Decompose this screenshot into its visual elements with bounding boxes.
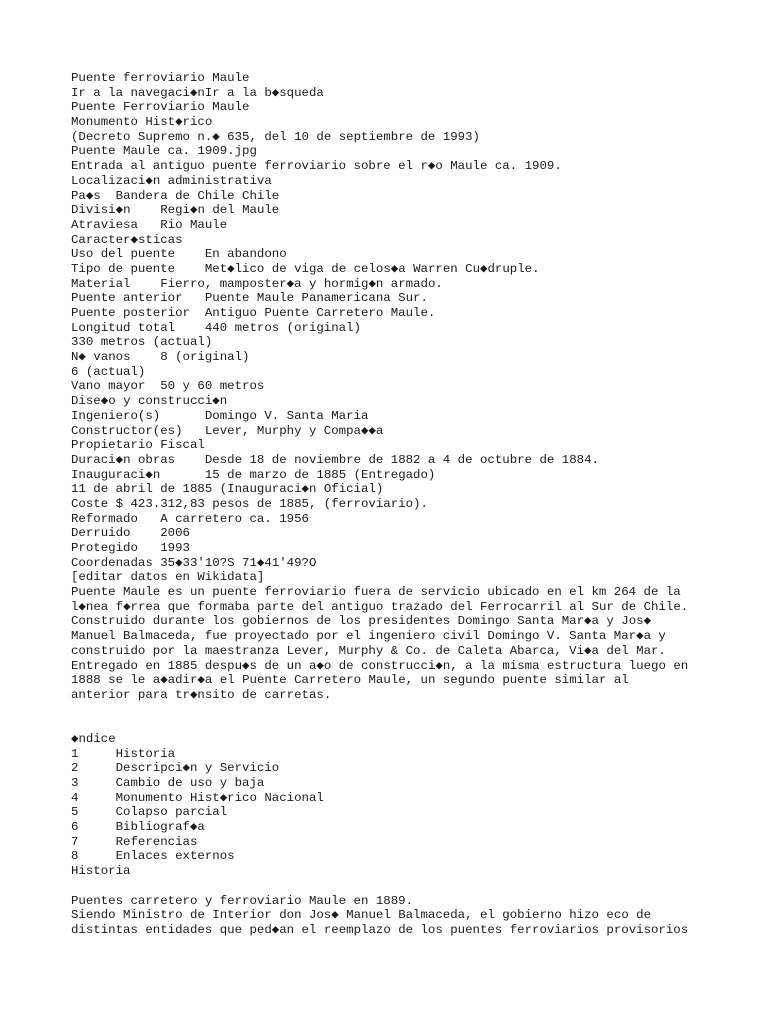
document-line: (Decreto Supremo n.◆ 635, del 10 de septiembre de 1993) <box>71 129 480 144</box>
document-line: 2 Descripci◆n y Servicio <box>71 761 280 776</box>
document-line: 6 Bibliograf◆a <box>71 820 205 835</box>
document-line: l◆nea f◆rrea que formaba parte del antiguo trazado del Ferrocarril al Sur de Chile. <box>71 599 689 614</box>
document-line: Entregado en 1885 despu◆s de un a◆o de construcci◆n, a la misma estructura luego en <box>71 658 689 673</box>
document-line: Reformado A carretero ca. 1956 <box>71 511 309 526</box>
document-line: ◆ndice <box>71 731 116 746</box>
document-line: distintas entidades que ped◆an el reemplazo de los puentes ferroviarios provisorios <box>71 922 689 937</box>
document-line: Coste $ 423.312,83 pesos de 1885, (ferroviario). <box>71 496 428 511</box>
document-line: Puente ferroviario Maule <box>71 71 250 85</box>
document-line: 7 Referencias <box>71 834 198 849</box>
document-line: 1888 se le a◆adir◆a el Puente Carretero Maule, un segundo puente similar al <box>71 673 629 688</box>
document-line: 8 Enlaces externos <box>71 849 235 864</box>
document-line: Tipo de puente Met◆lico de viga de celos◆a Warren Cu◆druple. <box>71 261 540 276</box>
document-line: Longitud total 440 metros (original) <box>71 320 361 335</box>
document-line: Puente Maule ca. 1909.jpg <box>71 144 257 159</box>
document-line: Atraviesa Rio Maule <box>71 217 228 232</box>
document-line: anterior para tr◆nsito de carretas. <box>71 687 332 702</box>
document-line: 4 Monumento Hist◆rico Nacional <box>71 790 324 805</box>
document-line <box>71 879 751 894</box>
document-line: Protegido 1993 <box>71 541 190 555</box>
document-line: Propietario Fiscal <box>71 438 205 453</box>
document-line: Puente posterior Antiguo Puente Carretero Maule. <box>71 306 436 320</box>
document-line: Monumento Hist◆rico <box>71 115 213 130</box>
document-line: 1 Historia <box>71 746 176 761</box>
document-line: Localizaci◆n administrativa <box>71 173 272 188</box>
document-line: Ingeniero(s) Domingo V. Santa Maria <box>71 408 369 423</box>
document-line: Historia <box>71 864 131 879</box>
document-line: Ir a la navegaci◆nIr a la b◆squeda <box>71 85 324 100</box>
document-line: Dise◆o y construcci◆n <box>71 394 228 409</box>
document-line: Puente Ferroviario Maule <box>71 100 250 115</box>
document-line: 3 Cambio de uso y baja <box>71 776 265 790</box>
document-line: Entrada al antiguo puente ferroviario sobre el r◆o Maule ca. 1909. <box>71 159 562 174</box>
document-line: 6 (actual) <box>71 364 146 379</box>
document-line: Derruido 2006 <box>71 526 190 541</box>
document-line: Manuel Balmaceda, fue proyectado por el ingeniero civil Domingo V. Santa Mar◆a y <box>71 629 666 644</box>
document-line <box>71 703 751 718</box>
document-line: Construido durante los gobiernos de los presidentes Domingo Santa Mar◆a y Jos◆ <box>71 614 652 629</box>
document-line <box>71 717 751 732</box>
document-line: Puente Maule es un puente ferroviario fuera de servicio ubicado en el km 264 de la <box>71 585 681 600</box>
document-line: Vano mayor 50 y 60 metros <box>71 379 265 394</box>
document-line: Pa◆s Bandera de Chile Chile <box>71 188 280 203</box>
document-line: 11 de abril de 1885 (Inauguraci◆n Oficial) <box>71 482 384 497</box>
document-line: Duraci◆n obras Desde 18 de noviembre de 1882 a 4 de octubre de 1884. <box>71 452 599 467</box>
document-line: Puente anterior Puente Maule Panamericana Sur. <box>71 291 428 306</box>
document-line: Siendo Ministro de Interior don Jos◆ Manuel Balmaceda, el gobierno hizo eco de <box>71 908 652 923</box>
document-line: 330 metros (actual) <box>71 335 213 350</box>
document-line: Constructor(es) Lever, Murphy y Compa◆◆a <box>71 423 384 438</box>
document-line: construido por la maestranza Lever, Murphy & Co. de Caleta Abarca, Vi◆a del Mar. <box>71 643 666 658</box>
document-text <box>71 71 751 938</box>
document-line: Caracter◆sticas <box>71 232 183 247</box>
document-line: Material Fierro, mamposter◆a y hormig◆n armado. <box>71 276 443 291</box>
document-line: Inauguraci◆n 15 de marzo de 1885 (Entregado) <box>71 467 436 482</box>
document-line: Uso del puente En abandono <box>71 247 287 262</box>
document-line: Puentes carretero y ferroviario Maule en 1889. <box>71 893 414 908</box>
document-line: 5 Colapso parcial <box>71 805 228 820</box>
document-line: [editar datos en Wikidata] <box>71 570 265 585</box>
document-line: N◆ vanos 8 (original) <box>71 350 250 365</box>
document-line: Divisi◆n Regi◆n del Maule <box>71 203 280 218</box>
document-line: Coordenadas 35◆33'10?S 71◆41'49?O <box>71 555 317 570</box>
